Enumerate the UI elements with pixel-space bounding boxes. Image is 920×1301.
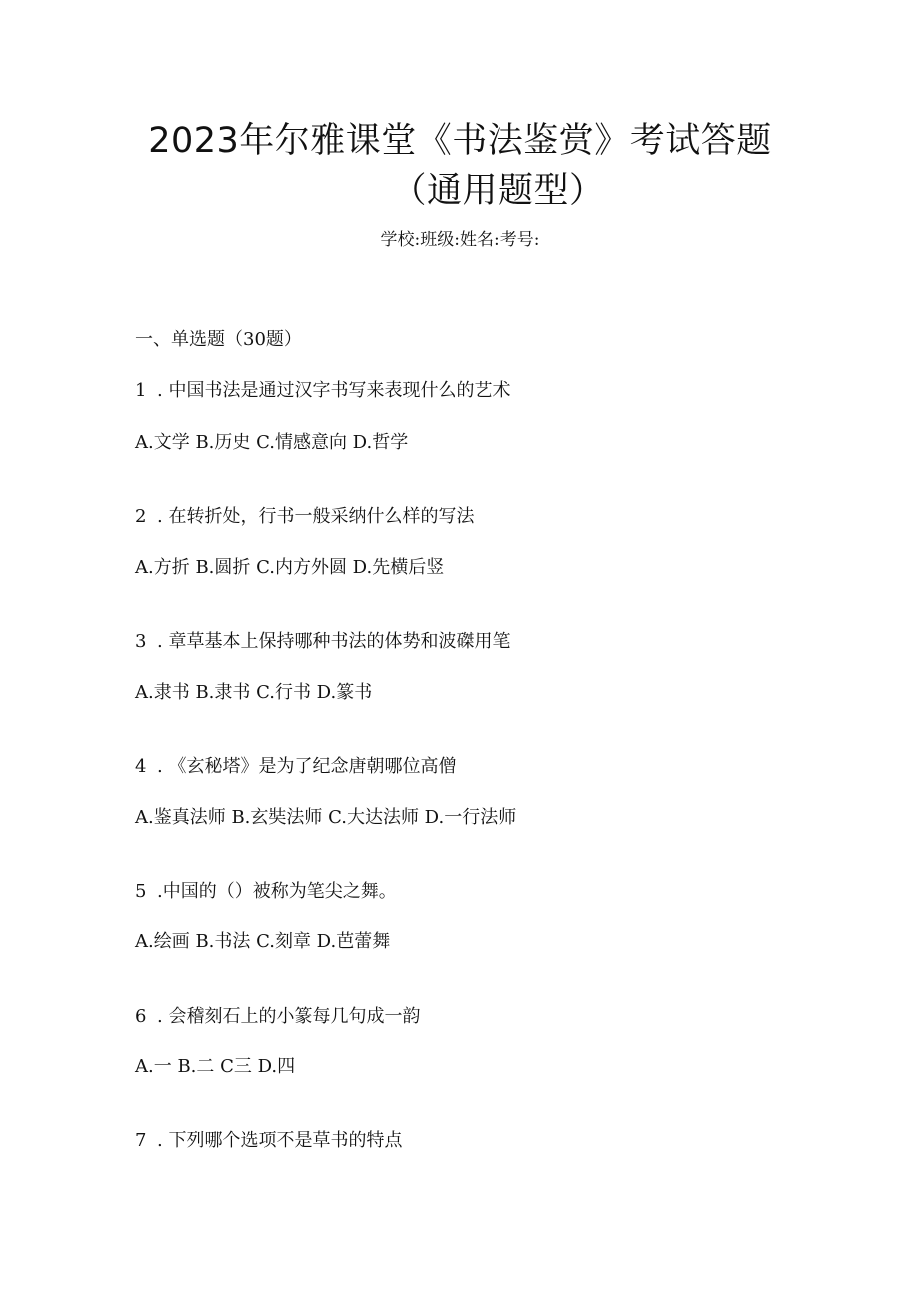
question-number: 3 — [135, 631, 147, 652]
question-3 — [135, 629, 510, 655]
document-title-line-2: （通用题型） — [391, 171, 605, 211]
question-2 — [135, 504, 474, 530]
question-5-options: A.绘画 B.书法 C.刻章 D.芭蕾舞 — [135, 931, 391, 952]
question-number: 7 — [135, 1130, 147, 1151]
question-3-options: A.隶书 B.隶书 C.行书 D.篆书 — [135, 682, 373, 703]
question-5 — [135, 879, 397, 905]
question-text: . 下列哪个选项不是草书的特点 — [157, 1130, 403, 1151]
question-1-options: A.文学 B.历史 C.情感意向 D.哲学 — [135, 432, 409, 453]
student-info-line: 学校:班级:姓名:考号: — [380, 230, 540, 250]
question-text: . 中国书法是通过汉字书写来表现什么的艺术 — [157, 380, 511, 401]
question-text: .中国的（）被称为笔尖之舞。 — [157, 881, 397, 902]
section-heading: 一、单选题（30题） — [135, 329, 302, 350]
question-number: 6 — [135, 1006, 147, 1027]
question-text: . 在转折处，行书一般采纳什么样的写法 — [157, 506, 475, 527]
question-6 — [135, 1004, 420, 1030]
question-1 — [135, 378, 510, 404]
question-number: 5 — [135, 881, 147, 902]
question-number: 4 — [135, 756, 147, 777]
question-2-options: A.方折 B.圆折 C.内方外圆 D.先横后竖 — [135, 557, 445, 578]
question-text: . 会稽刻石上的小篆每几句成一韵 — [157, 1006, 421, 1027]
question-6-options: A.一 B.二 C三 D.四 — [135, 1056, 296, 1077]
question-7 — [135, 1128, 402, 1154]
question-text: . 《玄秘塔》是为了纪念唐朝哪位高僧 — [157, 756, 457, 777]
question-number: 1 — [135, 380, 147, 401]
question-number: 2 — [135, 506, 147, 527]
question-4-options: A.鉴真法师 B.玄奘法师 C.大达法师 D.一行法师 — [135, 807, 517, 828]
question-4 — [135, 754, 456, 780]
question-text: . 章草基本上保持哪种书法的体势和波磔用笔 — [157, 631, 511, 652]
document-title-line-1: 2023年尔雅课堂《书法鉴赏》考试答题 — [148, 121, 772, 161]
